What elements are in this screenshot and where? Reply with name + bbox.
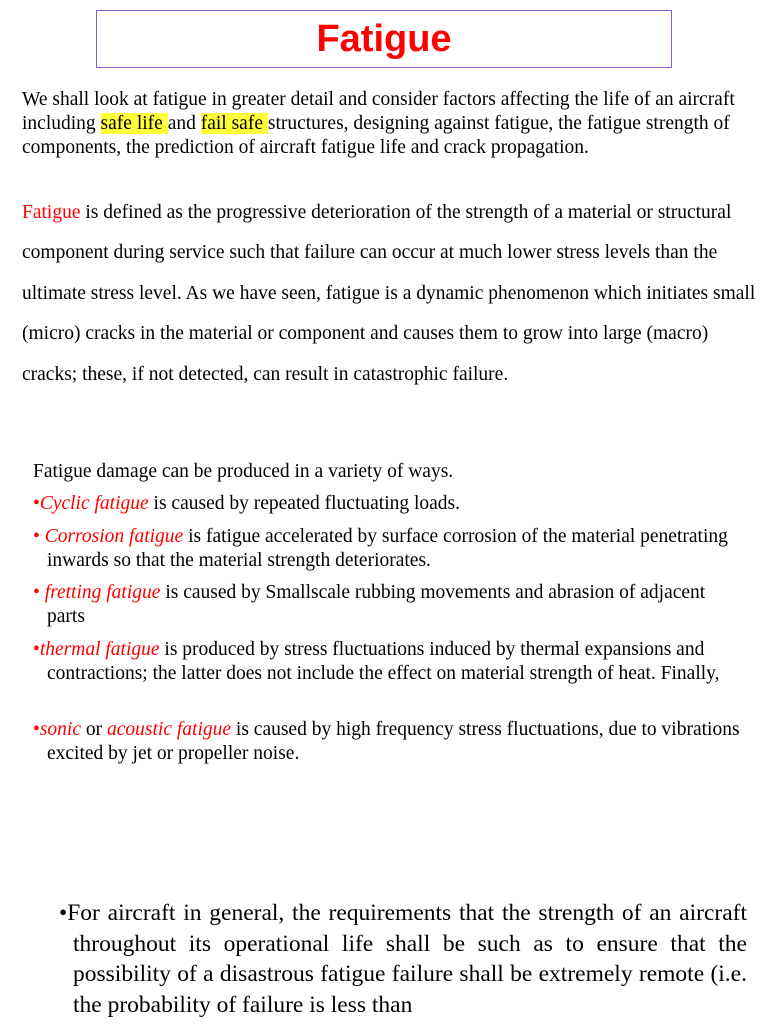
intro-paragraph xyxy=(22,88,752,160)
aircraft-requirement-note: •For aircraft in general, the requirements that the strength of an aircraft throughout its operational life shall be such as to ensure that the possibility of a disastrous fatigue failure shall be extremely remote (i.e. the probability of failure is less than xyxy=(59,900,747,1018)
list-item xyxy=(33,718,747,766)
page-title: Fatigue xyxy=(316,18,452,60)
fatigue-term: Corrosion fatigue xyxy=(44,526,184,547)
fatigue-term-alt: acoustic fatigue xyxy=(107,719,232,740)
intro-text-start: We shall look at fatigue in greater detail and consider factors affecting the life of an aircraft including xyxy=(22,89,735,134)
fatigue-description: is caused by high frequency stress fluctuations, due to vibrations excited by jet or propeller noise. xyxy=(47,719,740,764)
bullet-dot: • xyxy=(33,526,45,547)
bullet-dot: • xyxy=(33,719,40,740)
highlight-safe-life: safe life xyxy=(100,113,168,134)
intro-text-end: structures, designing against fatigue, the fatigue strength of components, the prediction of aircraft fatigue life and crack propagation. xyxy=(22,113,730,158)
ways-intro: Fatigue damage can be produced in a variety of ways. xyxy=(33,461,454,482)
fatigue-description: is caused by repeated fluctuating loads. xyxy=(148,493,461,514)
list-item xyxy=(33,581,747,629)
bullet-dot: • xyxy=(33,582,45,603)
definition-paragraph xyxy=(22,193,762,395)
fatigue-conjunction: or xyxy=(81,719,107,740)
fatigue-description: is caused by Smallscale rubbing movements and abrasion of adjacent parts xyxy=(47,582,706,627)
list-item xyxy=(33,525,747,573)
fatigue-description: is produced by stress fluctuations induced by thermal expansions and contractions; the latter does not include the effect on material strength of heat. Finally, xyxy=(47,639,720,684)
highlight-fail-safe: fail safe xyxy=(200,113,268,134)
intro-text-and: and xyxy=(167,113,201,134)
fatigue-term: thermal fatigue xyxy=(39,639,160,660)
list-item xyxy=(33,492,747,516)
fatigue-description: is fatigue accelerated by surface corrosion of the material penetrating inwards so that the material strength deteriorates. xyxy=(47,526,728,571)
definition-text: is defined as the progressive deterioration of the strength of a material or structural component during service such that failure can occur at much lower stress levels than the ultimate stress level. As we have seen, fatigue is a dynamic phenomenon which initiates small (micro) cracks in the material or component and causes them to grow into large (macro) cracks; these, if not detected, can result in catastrophic failure. xyxy=(22,202,756,385)
fatigue-term: sonic xyxy=(39,719,81,740)
fatigue-term: Cyclic fatigue xyxy=(39,493,149,514)
title-box xyxy=(96,10,672,68)
fatigue-term: fretting fatigue xyxy=(44,582,161,603)
list-item xyxy=(33,638,747,686)
definition-term: Fatigue xyxy=(22,202,81,223)
bullet-dot: • xyxy=(33,639,40,660)
bullet-dot: • xyxy=(33,493,40,514)
